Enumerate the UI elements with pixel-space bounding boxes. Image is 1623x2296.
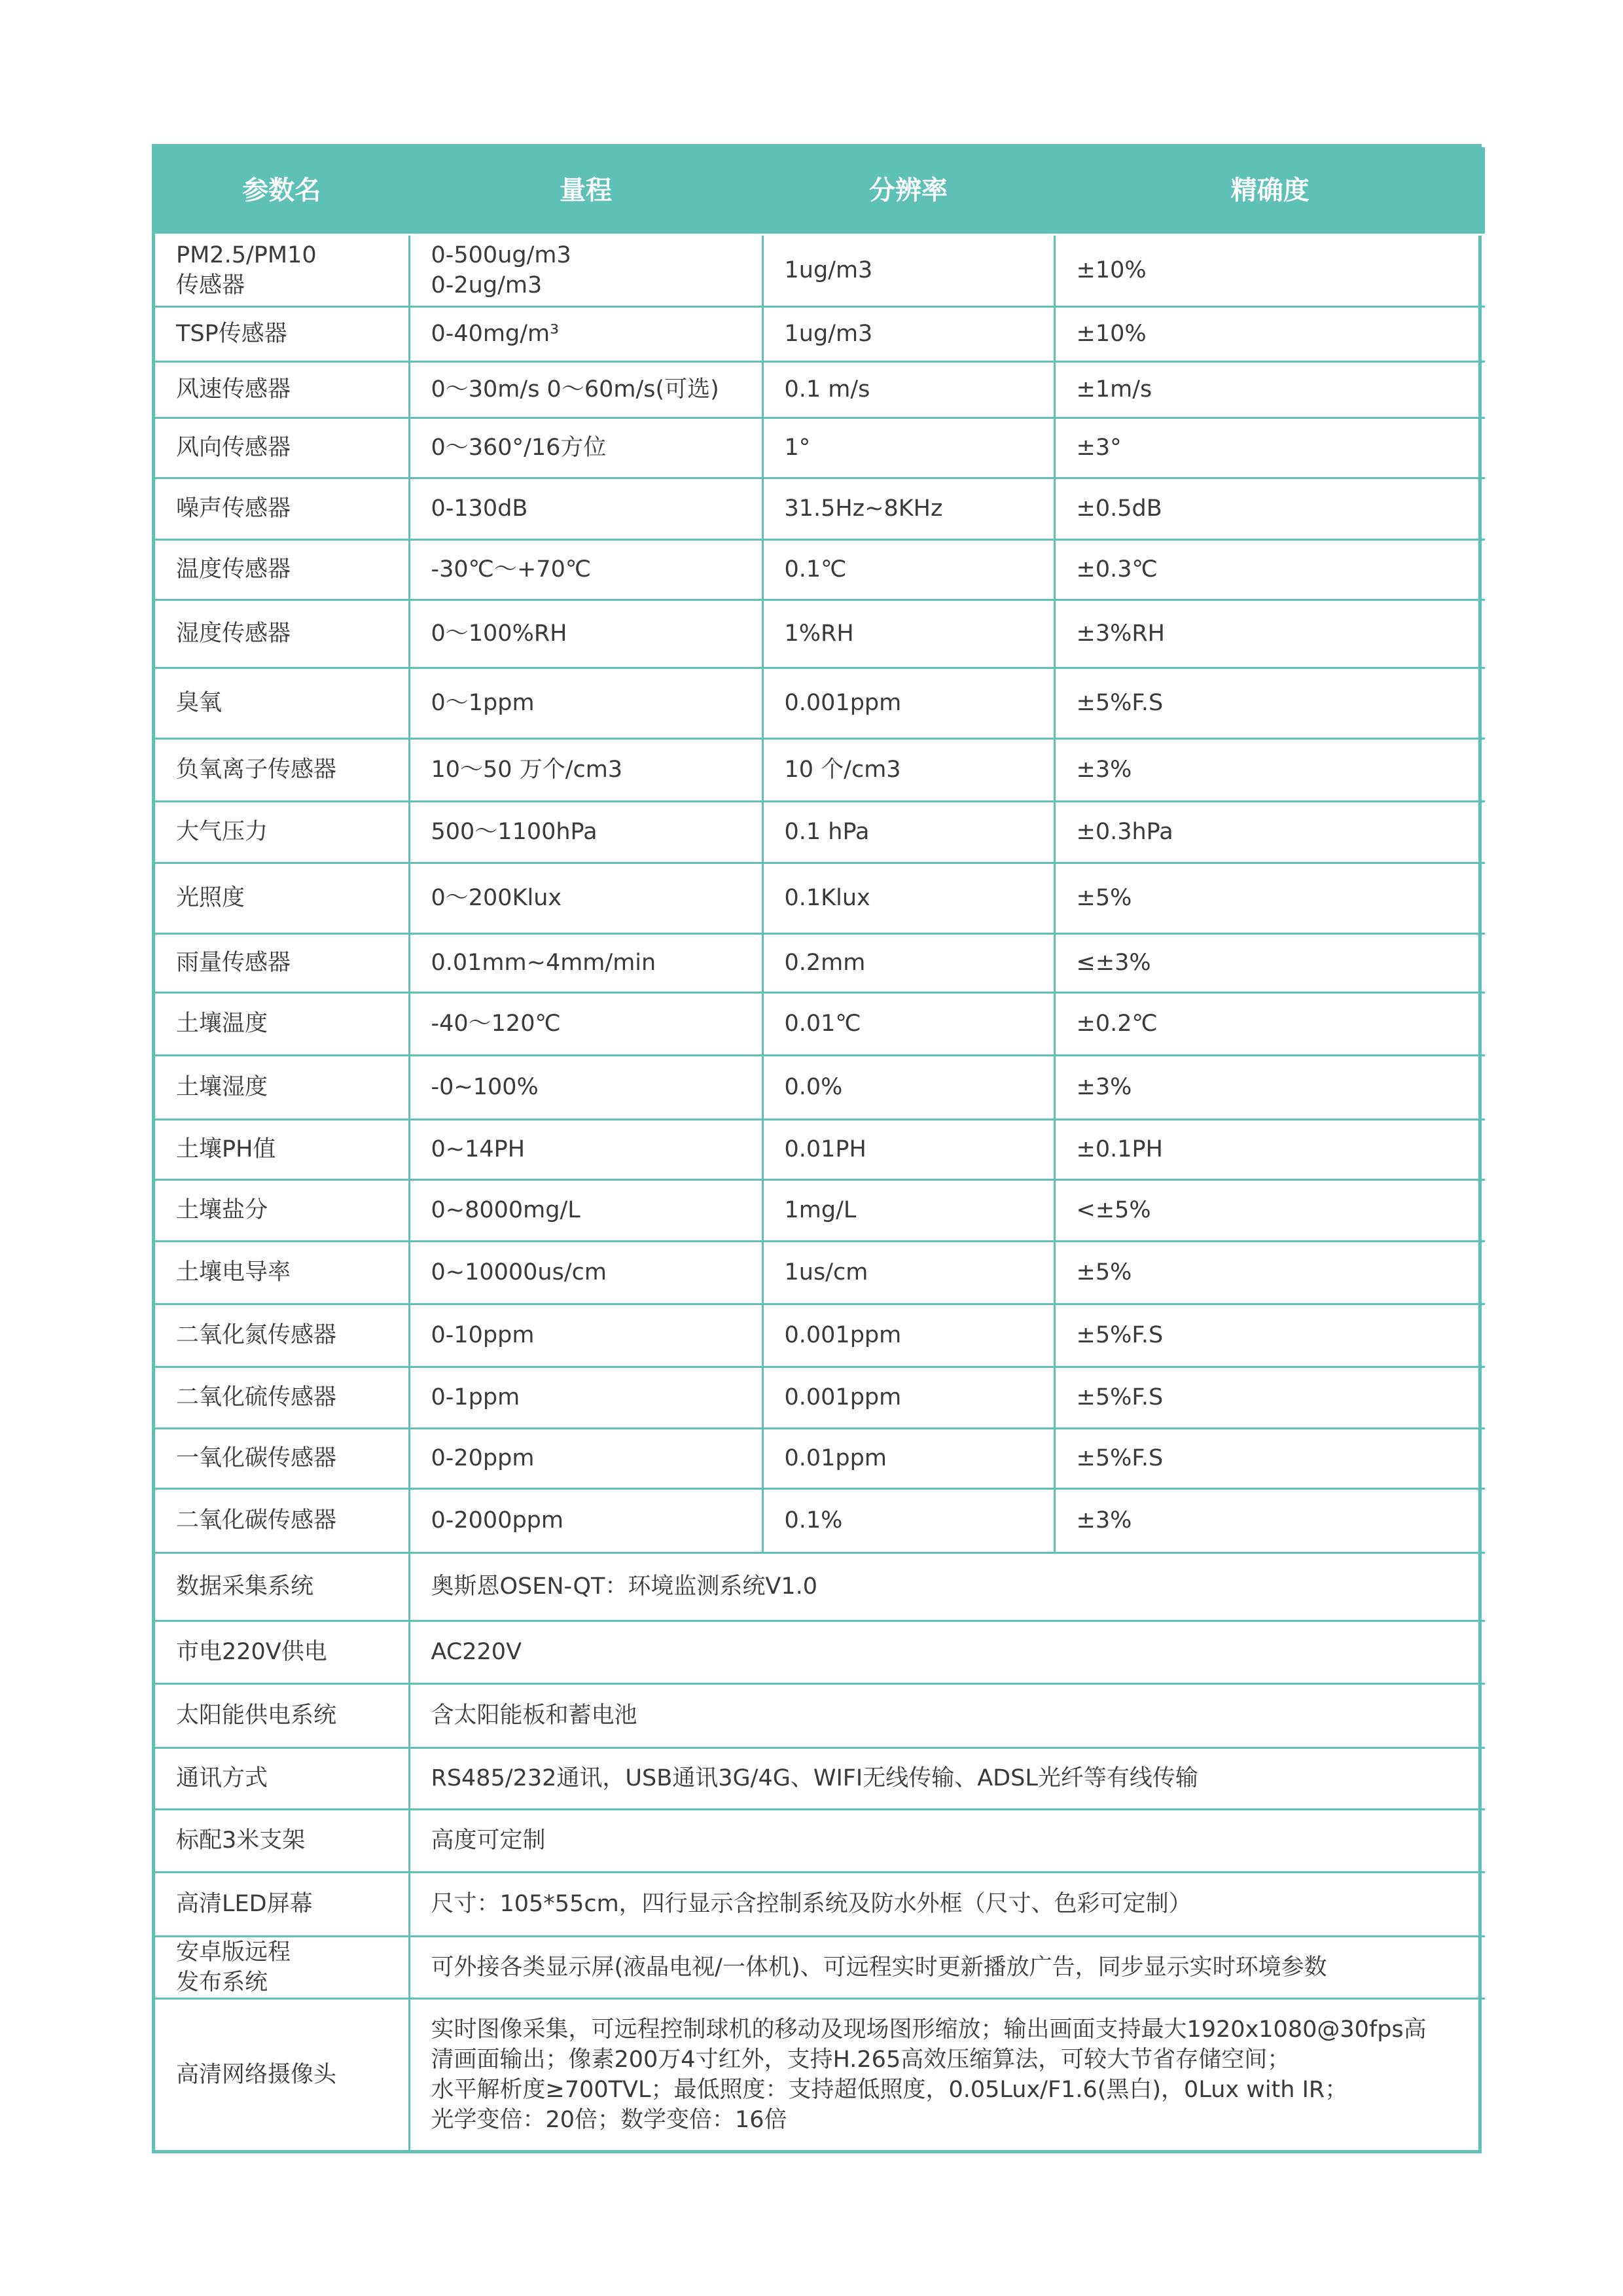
sensor-accuracy-cell: ±5%F.S (1054, 1428, 1485, 1488)
sensor-name-cell: 大气压力 (155, 801, 409, 863)
table-row (155, 1241, 1485, 1304)
table-row (155, 1621, 1485, 1683)
system-desc-cell: 含太阳能板和蓄电池 (409, 1683, 1485, 1748)
table-row (155, 863, 1485, 933)
table-row (155, 801, 1485, 863)
table-row (155, 1748, 1485, 1809)
header-accuracy: 精确度 (1054, 147, 1485, 234)
sensor-accuracy-cell: <±5% (1054, 1179, 1485, 1241)
sensor-name-cell: 一氧化碳传感器 (155, 1428, 409, 1488)
sensor-range-cell: 0-20ppm (409, 1428, 762, 1488)
sensor-resolution-cell: 0.1 m/s (762, 361, 1054, 418)
system-name-cell: 数据采集系统 (155, 1552, 409, 1621)
system-name-cell: 太阳能供电系统 (155, 1683, 409, 1748)
table-row (155, 306, 1485, 361)
sensor-resolution-cell: 1%RH (762, 600, 1054, 668)
sensor-name-cell: 土壤电导率 (155, 1241, 409, 1304)
sensor-accuracy-cell: ±1m/s (1054, 361, 1485, 418)
sensor-accuracy-cell: ±0.3℃ (1054, 539, 1485, 600)
sensor-range-cell: 10～50 万个/cm3 (409, 738, 762, 801)
system-desc-cell: RS485/232通讯，USB通讯3G/4G、WIFI无线传输、ADSL光纤等有线传输 (409, 1748, 1485, 1809)
table-row (155, 1055, 1485, 1119)
sensor-resolution-cell: 1mg/L (762, 1179, 1054, 1241)
sensor-range-cell: 0～360°/16方位 (409, 418, 762, 478)
sensor-range-cell: 0～1ppm (409, 668, 762, 738)
sensor-resolution-cell: 0.01PH (762, 1119, 1054, 1179)
table-row (155, 1488, 1485, 1552)
sensor-accuracy-cell: ±5% (1054, 863, 1485, 933)
sensor-name-cell: PM2.5/PM10 传感器 (155, 234, 409, 306)
sensor-name-cell: 风向传感器 (155, 418, 409, 478)
system-desc-cell: 高度可定制 (409, 1809, 1485, 1872)
sensor-resolution-cell: 0.01℃ (762, 992, 1054, 1055)
sensor-resolution-cell: 0.001ppm (762, 1367, 1054, 1428)
spec-table (155, 147, 1485, 2150)
sensor-resolution-cell: 0.0% (762, 1055, 1054, 1119)
sensor-name-cell: 负氧离子传感器 (155, 738, 409, 801)
sensor-accuracy-cell: ±3% (1054, 738, 1485, 801)
sensor-name-cell: 温度传感器 (155, 539, 409, 600)
table-row (155, 1367, 1485, 1428)
table-row (155, 738, 1485, 801)
sensor-accuracy-cell: ±5%F.S (1054, 1367, 1485, 1428)
table-row (155, 361, 1485, 418)
table-row (155, 539, 1485, 600)
sensor-accuracy-cell: ±3%RH (1054, 600, 1485, 668)
sensor-range-cell: -30℃～+70℃ (409, 539, 762, 600)
sensor-range-cell: 0-500ug/m3 0-2ug/m3 (409, 234, 762, 306)
table-row (155, 1179, 1485, 1241)
table-row (155, 478, 1485, 539)
table-row (155, 600, 1485, 668)
table-row (155, 1428, 1485, 1488)
sensor-accuracy-cell: ±0.5dB (1054, 478, 1485, 539)
sensor-name-cell: 土壤湿度 (155, 1055, 409, 1119)
sensor-resolution-cell: 10 个/cm3 (762, 738, 1054, 801)
sensor-resolution-cell: 1us/cm (762, 1241, 1054, 1304)
sensor-resolution-cell: 31.5Hz~8KHz (762, 478, 1054, 539)
sensor-range-cell: 0～200Klux (409, 863, 762, 933)
table-row (155, 418, 1485, 478)
sensor-resolution-cell: 0.1Klux (762, 863, 1054, 933)
sensor-name-cell: 光照度 (155, 863, 409, 933)
system-name-cell: 高清网络摄像头 (155, 1998, 409, 2150)
system-desc-cell: AC220V (409, 1621, 1485, 1683)
sensor-name-cell: 臭氧 (155, 668, 409, 738)
sensor-name-cell: 雨量传感器 (155, 933, 409, 992)
sensor-accuracy-cell: ≤±3% (1054, 933, 1485, 992)
sensor-name-cell: 二氧化碳传感器 (155, 1488, 409, 1552)
system-desc-cell: 奥斯恩OSEN-QT：环境监测系统V1.0 (409, 1552, 1485, 1621)
sensor-accuracy-cell: ±10% (1054, 306, 1485, 361)
system-desc-cell: 实时图像采集，可远程控制球机的移动及现场图形缩放；输出画面支持最大1920x1080@30fps高清画面输出；像素200万4寸红外，支持H.265高效压缩算法，可较大节省存储空间； 水平解析度≥700TVL；最低照度：支持超低照度，0.05Lux/F1.6(黑白)，0Lux with IR； 光学变倍：20倍；数学变倍：16倍 (409, 1998, 1485, 2150)
system-name-cell: 通讯方式 (155, 1748, 409, 1809)
sensor-accuracy-cell: ±3% (1054, 1055, 1485, 1119)
spec-table-frame (152, 144, 1482, 2153)
table-row (155, 1998, 1485, 2150)
sensor-range-cell: 0-130dB (409, 478, 762, 539)
sensor-accuracy-cell: ±0.2℃ (1054, 992, 1485, 1055)
sensor-accuracy-cell: ±0.1PH (1054, 1119, 1485, 1179)
sensor-resolution-cell: 0.1℃ (762, 539, 1054, 600)
sensor-accuracy-cell: ±0.3hPa (1054, 801, 1485, 863)
table-row (155, 1936, 1485, 1998)
sensor-resolution-cell: 0.1 hPa (762, 801, 1054, 863)
sensor-range-cell: 0-40mg/m³ (409, 306, 762, 361)
sensor-range-cell: 0-10ppm (409, 1304, 762, 1367)
table-row (155, 1809, 1485, 1872)
sensor-name-cell: 土壤盐分 (155, 1179, 409, 1241)
table-row (155, 1119, 1485, 1179)
sensor-accuracy-cell: ±10% (1054, 234, 1485, 306)
sensor-name-cell: 风速传感器 (155, 361, 409, 418)
sensor-accuracy-cell: ±5% (1054, 1241, 1485, 1304)
sensor-name-cell: 湿度传感器 (155, 600, 409, 668)
sensor-range-cell: 0~8000mg/L (409, 1179, 762, 1241)
sensor-range-cell: 500～1100hPa (409, 801, 762, 863)
table-row (155, 1304, 1485, 1367)
sensor-accuracy-cell: ±5%F.S (1054, 668, 1485, 738)
sensor-resolution-cell: 0.001ppm (762, 1304, 1054, 1367)
table-row (155, 234, 1485, 306)
sensor-range-cell: 0-2000ppm (409, 1488, 762, 1552)
sensor-accuracy-cell: ±5%F.S (1054, 1304, 1485, 1367)
header-resolution: 分辨率 (762, 147, 1054, 234)
sensor-name-cell: 二氧化硫传感器 (155, 1367, 409, 1428)
sensor-range-cell: 0～100%RH (409, 600, 762, 668)
sensor-range-cell: 0-1ppm (409, 1367, 762, 1428)
system-desc-cell: 可外接各类显示屏(液晶电视/一体机)、可远程实时更新播放广告，同步显示实时环境参数 (409, 1936, 1485, 1998)
sensor-range-cell: 0~10000us/cm (409, 1241, 762, 1304)
sensor-accuracy-cell: ±3% (1054, 1488, 1485, 1552)
sensor-range-cell: 0～30m/s 0～60m/s(可选) (409, 361, 762, 418)
table-row (155, 933, 1485, 992)
sensor-range-cell: 0~14PH (409, 1119, 762, 1179)
sensor-range-cell: -0~100% (409, 1055, 762, 1119)
sensor-resolution-cell: 0.1% (762, 1488, 1054, 1552)
sensor-resolution-cell: 0.001ppm (762, 668, 1054, 738)
sensor-resolution-cell: 0.01ppm (762, 1428, 1054, 1488)
system-name-cell: 安卓版远程 发布系统 (155, 1936, 409, 1998)
table-row (155, 1872, 1485, 1936)
sensor-name-cell: TSP传感器 (155, 306, 409, 361)
sensor-name-cell: 二氧化氮传感器 (155, 1304, 409, 1367)
table-row (155, 992, 1485, 1055)
header-param: 参数名 (155, 147, 409, 234)
table-row (155, 1683, 1485, 1748)
sensor-range-cell: 0.01mm~4mm/min (409, 933, 762, 992)
sensor-resolution-cell: 1ug/m3 (762, 234, 1054, 306)
table-row (155, 668, 1485, 738)
sensor-accuracy-cell: ±3° (1054, 418, 1485, 478)
system-name-cell: 市电220V供电 (155, 1621, 409, 1683)
sensor-name-cell: 噪声传感器 (155, 478, 409, 539)
sensor-name-cell: 土壤PH值 (155, 1119, 409, 1179)
sensor-resolution-cell: 1° (762, 418, 1054, 478)
system-name-cell: 高清LED屏幕 (155, 1872, 409, 1936)
sensor-resolution-cell: 0.2mm (762, 933, 1054, 992)
sensor-name-cell: 土壤温度 (155, 992, 409, 1055)
system-desc-cell: 尺寸：105*55cm，四行显示含控制系统及防水外框（尺寸、色彩可定制） (409, 1872, 1485, 1936)
header-range: 量程 (409, 147, 762, 234)
system-name-cell: 标配3米支架 (155, 1809, 409, 1872)
table-row (155, 1552, 1485, 1621)
sensor-resolution-cell: 1ug/m3 (762, 306, 1054, 361)
sensor-range-cell: -40～120℃ (409, 992, 762, 1055)
table-header-row (155, 147, 1485, 234)
